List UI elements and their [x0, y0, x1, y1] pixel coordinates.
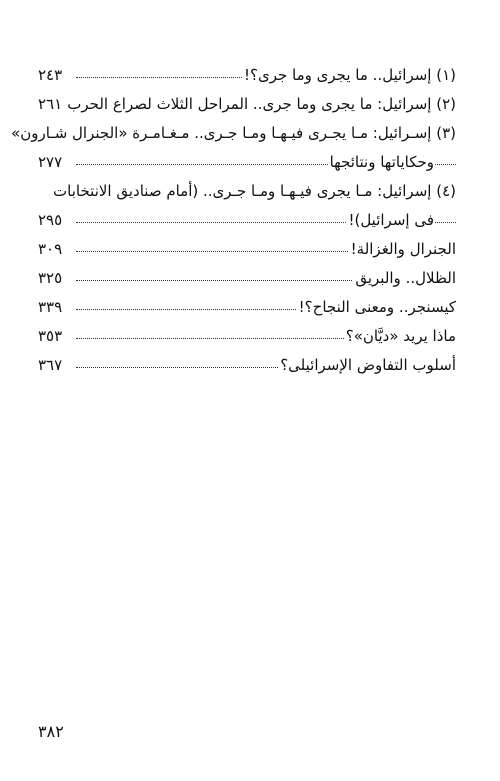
toc-entry	[38, 89, 456, 118]
toc-title: (٢) إسرائيل: ما يجرى وما جرى.. المراحل الثلاث لصراع الحرب	[67, 94, 456, 113]
toc-title: الظلال.. والبريق	[355, 268, 456, 287]
toc-page-number: ٣٥٣	[38, 327, 66, 345]
toc-entry	[38, 176, 456, 205]
toc-title: وحكاياتها ونتائجها	[329, 152, 434, 171]
toc-page-number: ٣٠٩	[38, 240, 66, 258]
toc-entry	[38, 292, 456, 321]
toc-entry	[38, 234, 456, 263]
toc-entry-continuation	[38, 205, 456, 234]
toc-page-number: ٢٧٧	[38, 153, 66, 171]
toc-page-number: ٣٢٥	[38, 269, 66, 287]
toc-title: الجنرال والغزالة!	[350, 239, 456, 258]
table-of-contents	[11, 60, 456, 379]
toc-entry	[38, 60, 456, 89]
toc-page-number: ٢٩٥	[38, 211, 66, 229]
toc-title: ماذا يريد «ديَّان»؟	[345, 326, 456, 345]
toc-page-number: ٢٤٣	[38, 66, 66, 84]
toc-entry	[38, 350, 456, 379]
toc-page-number: ٣٣٩	[38, 298, 66, 316]
toc-title: أسلوب التفاوض الإسرائيلى؟	[280, 355, 456, 374]
toc-page-number: ٢٦١	[38, 95, 66, 113]
toc-page-number: ٣٦٧	[38, 356, 66, 374]
toc-entry	[38, 321, 456, 350]
toc-title: (٤) إسرائيل: مـا يجرى فيـهـا ومـا جـرى.. (أمام صناديق الانتخابات	[53, 181, 456, 200]
toc-title: فى إسرائيل)!	[348, 210, 434, 229]
toc-title: (٣) إسـرائيل: مـا يجـرى فيـهـا ومـا جـرى.. مـغـامـرة «الجنرال شـارون»	[11, 123, 456, 142]
toc-entry-continuation	[38, 147, 456, 176]
page-number: ٣٨٢	[38, 722, 64, 741]
toc-entry	[11, 118, 456, 147]
toc-entry	[38, 263, 456, 292]
toc-title: كيسنجر.. ومعنى النجاح؟!	[298, 297, 456, 316]
toc-title: (١) إسرائيل.. ما يجرى وما جرى؟!	[244, 65, 456, 84]
